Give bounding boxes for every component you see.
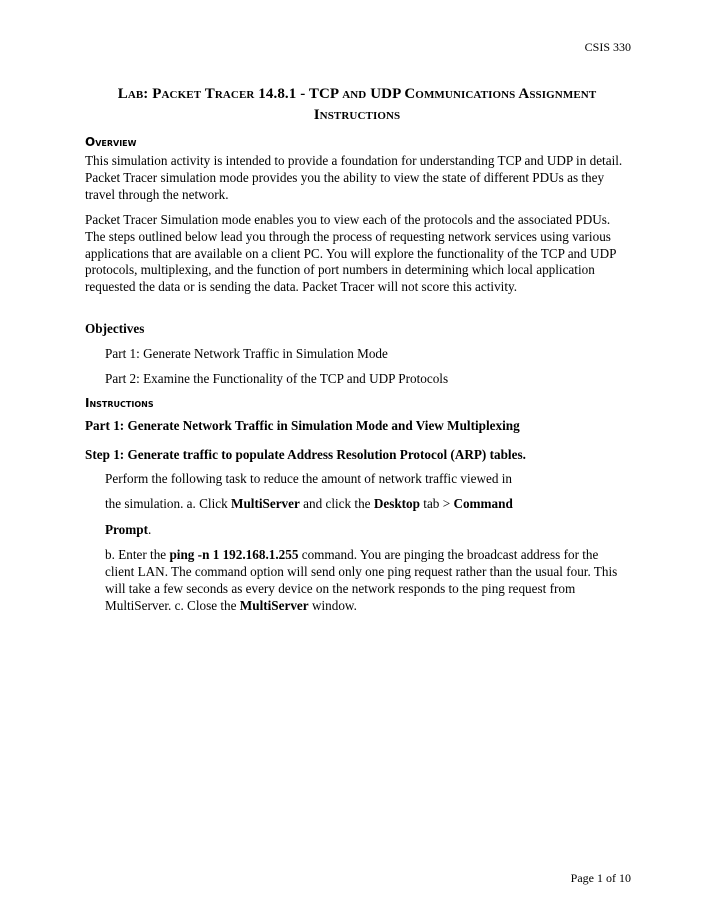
instructions-heading: Instructions (85, 396, 154, 410)
prompt-period: . (147, 522, 152, 537)
overview-heading: Overview (85, 135, 137, 149)
desktop-label: Desktop (373, 496, 420, 511)
step-b-text: b. Enter the (105, 547, 170, 562)
ping-command: ping -n 1 192.168.1.255 (169, 547, 299, 562)
part1-heading: Part 1: Generate Network Traffic in Simulation Mode and View Multiplexing (85, 418, 520, 433)
step-a-tab: tab > (419, 496, 454, 511)
prompt-label: Prompt (105, 522, 148, 537)
command-label: Command (453, 496, 513, 511)
task-step-a-cont (105, 521, 625, 538)
multiserver-label: MultiServer (231, 496, 300, 511)
multiserver-label: MultiServer (239, 598, 309, 613)
task-step-b (105, 546, 625, 614)
step1-heading: Step 1: Generate traffic to populate Address Resolution Protocol (ARP) tables. (85, 447, 526, 462)
step-a-mid: and click the (299, 496, 374, 511)
overview-paragraph-2: Packet Tracer Simulation mode enables you to view each of the protocols and the associated PDUs. The steps outlined below lead you through the process of requesting network services using various applications that are available on a client PC. You will explore the functionality of the TCP and UDP protocols, multiplexing, and the function of port numbers in determining which local application requested the data or is sending the data. Packet Tracer will not score this activity. (85, 212, 616, 295)
objective-item: Part 2: Examine the Functionality of the TCP and UDP Protocols (105, 371, 449, 386)
task-step-a (105, 495, 625, 512)
step-b-body: command. You are pinging the broadcast address for the client LAN. The command option will send only one ping request rather than the usual four. This will take a few seconds as every device on the network responds to the ping request from MultiServer. c. Close the (105, 547, 618, 613)
objectives-heading: Objectives (85, 321, 145, 336)
course-header: CSIS 330 (584, 40, 631, 54)
task-intro: Perform the following task to reduce the amount of network traffic viewed in (105, 471, 512, 486)
title-line-2: Instructions (313, 107, 401, 123)
objective-item: Part 1: Generate Network Traffic in Simulation Mode (105, 346, 388, 361)
title-line-1: Lab: Packet Tracer 14.8.1 - TCP and UDP Communications Assignment (117, 86, 597, 102)
document-title (84, 84, 630, 126)
page-number: Page 1 of 10 (570, 871, 631, 885)
step-a-text: the simulation. a. Click (105, 496, 231, 511)
step-b-end: window. (308, 598, 357, 613)
overview-paragraph-1: This simulation activity is intended to provide a foundation for understanding TCP and UDP in detail. Packet Tracer simulation mode provides you the ability to view the state of different PDUs as they travel through the network. (85, 153, 623, 202)
